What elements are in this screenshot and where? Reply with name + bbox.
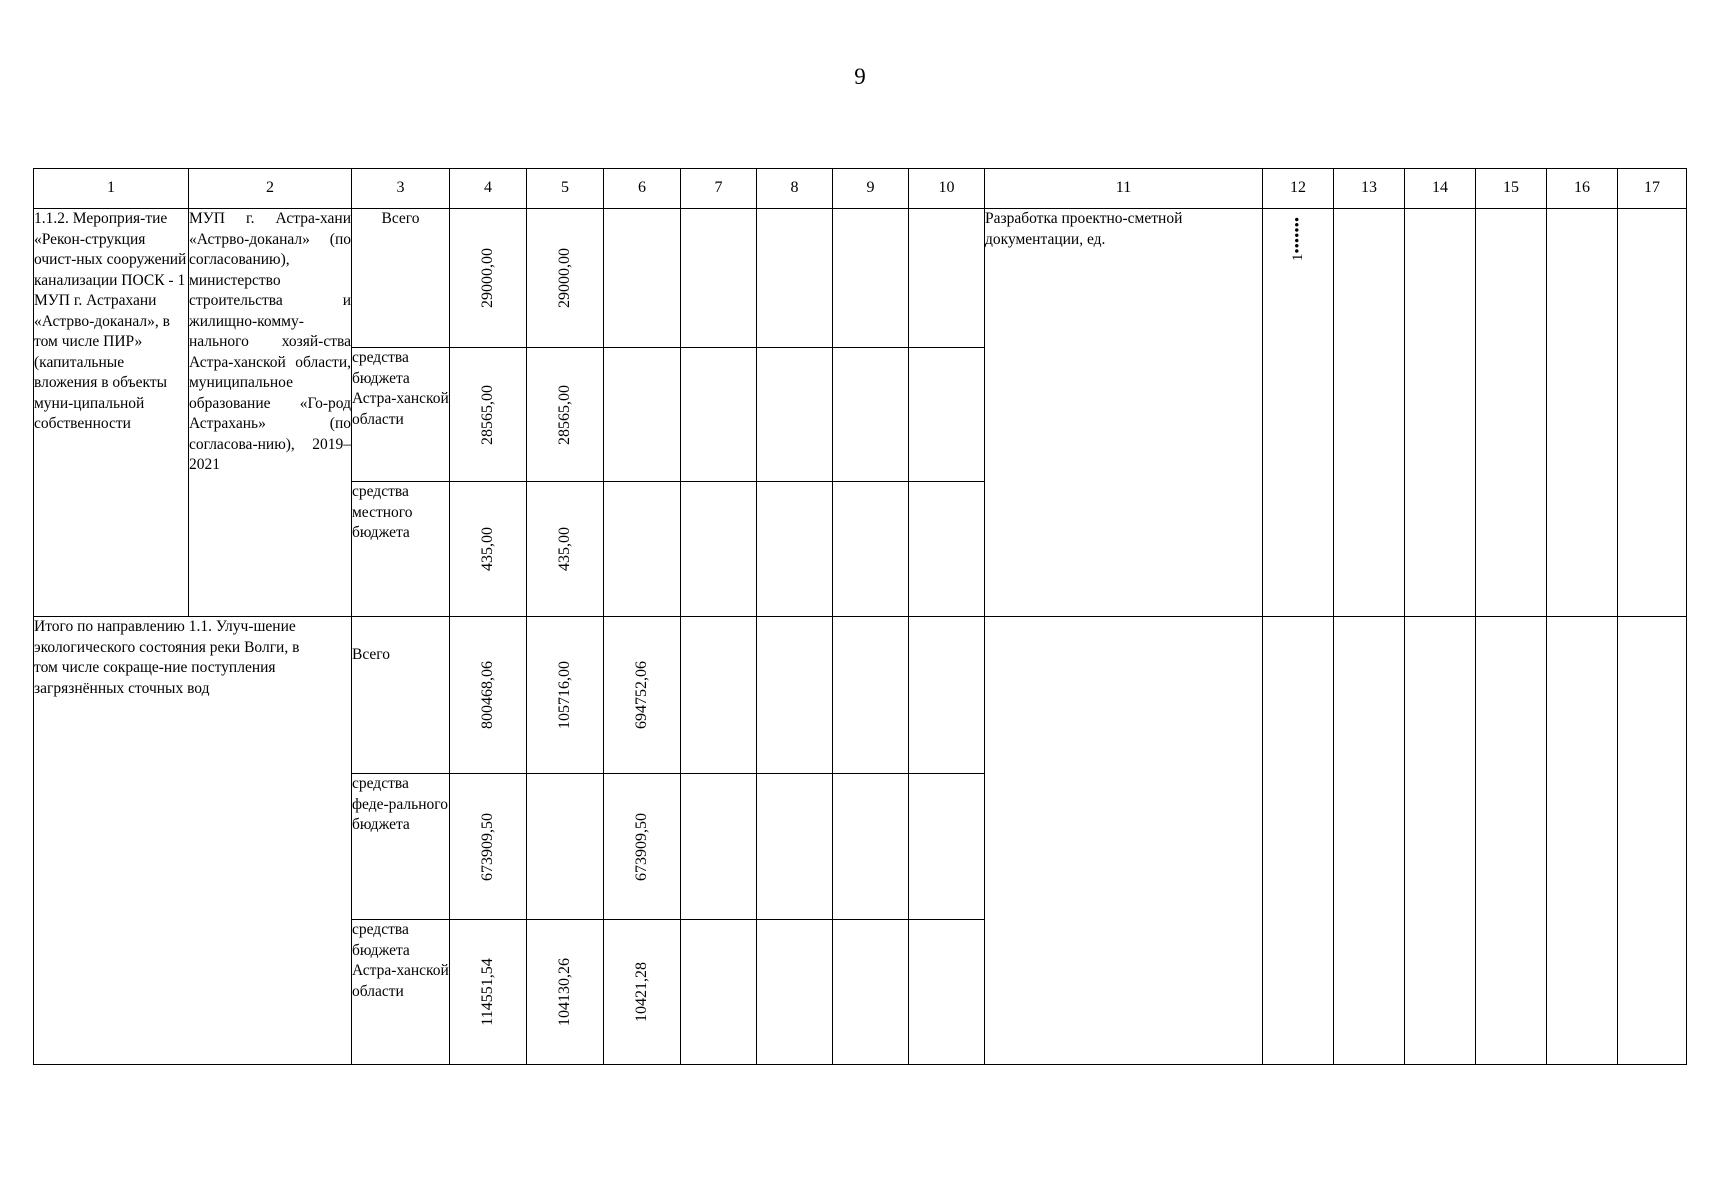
empty-cell: [681, 348, 757, 482]
empty-cell: [1334, 617, 1405, 1065]
source-label: Всего: [352, 209, 450, 348]
value-text: 29000,00: [479, 248, 496, 308]
table-row: [34, 209, 1687, 348]
value-text: 114551,54: [479, 958, 496, 1026]
value-text: 28565,00: [556, 384, 573, 445]
value-cell: [604, 617, 681, 774]
header-cell: 8: [757, 169, 833, 209]
source-label: средства бюджета Астра-ханской области: [352, 348, 450, 482]
empty-cell: [757, 774, 833, 920]
empty-cell: [909, 617, 985, 774]
empty-cell: [681, 920, 757, 1065]
value-cell: [450, 209, 527, 348]
empty-cell: [681, 209, 757, 348]
value-cell: [604, 482, 681, 617]
total-title-cell: [34, 617, 352, 1065]
header-cell: 10: [909, 169, 985, 209]
empty-cell: [1405, 209, 1476, 617]
empty-cell: [909, 209, 985, 348]
empty-cell: [833, 482, 909, 617]
value-text: 673909,50: [479, 812, 496, 881]
header-cell: 2: [189, 169, 352, 209]
value-text: 673909,50: [633, 812, 650, 881]
source-label: средства местного бюджета: [352, 482, 450, 617]
empty-cell: [909, 482, 985, 617]
empty-cell: [909, 348, 985, 482]
value-cell: [604, 920, 681, 1065]
value-cell: [527, 774, 604, 920]
value-text: 105716,00: [556, 661, 573, 729]
value-cell: [450, 774, 527, 920]
empty-cell: [757, 209, 833, 348]
page-number: 9: [854, 64, 866, 89]
empty-cell: [1618, 209, 1687, 617]
value-text: 104130,26: [556, 958, 573, 1026]
source-label: средства бюджета Астра-ханской области: [352, 920, 450, 1065]
value-cell: [450, 617, 527, 774]
empty-cell: [1547, 617, 1618, 1065]
header-cell: 9: [833, 169, 909, 209]
empty-cell: [1476, 617, 1547, 1065]
indicator-value: 1•••••••: [1290, 216, 1306, 262]
value-text: 28565,00: [479, 384, 496, 445]
empty-cell: [985, 617, 1263, 1065]
header-cell: 11: [985, 169, 1263, 209]
header-cell: 15: [1476, 169, 1547, 209]
header-cell: 1: [34, 169, 189, 209]
empty-cell: [833, 617, 909, 774]
total-title: Итого по направлению 1.1. Улуч-шение экологического состояния реки Волги, в том числе сокраще-ние поступления загрязнённых сточных вод: [34, 618, 300, 697]
value-cell: [527, 209, 604, 348]
header-cell: 16: [1547, 169, 1618, 209]
empty-cell: [681, 617, 757, 774]
empty-cell: [757, 617, 833, 774]
empty-cell: [1334, 209, 1405, 617]
empty-cell: [833, 774, 909, 920]
value-cell: [527, 482, 604, 617]
value-text: 435,00: [556, 527, 573, 571]
value-cell: [450, 920, 527, 1065]
header-cell: 12: [1263, 169, 1334, 209]
source-label: Всего: [352, 617, 450, 774]
header-cell: 4: [450, 169, 527, 209]
header-cell: 17: [1618, 169, 1687, 209]
value-text: 694752,06: [633, 661, 650, 729]
header-cell: 14: [1405, 169, 1476, 209]
value-cell: [604, 209, 681, 348]
empty-cell: [833, 348, 909, 482]
empty-cell: [1618, 617, 1687, 1065]
executor-cell: МУП г. Астра-хани «Астрво-доканал» (по согласованию), министерство строительства и жилищно-комму-нального хозяй-ства Астра-ханской области, муниципальное образование «Го-род Астрахань» (по согласова-нию), 2019– 2021: [189, 209, 352, 617]
value-cell: [527, 617, 604, 774]
value-text: 29000,00: [556, 248, 573, 308]
value-cell: [604, 348, 681, 482]
empty-cell: [909, 920, 985, 1065]
empty-cell: [909, 774, 985, 920]
value-cell: [450, 482, 527, 617]
empty-cell: [1476, 209, 1547, 617]
value-cell: [527, 348, 604, 482]
empty-cell: [1547, 209, 1618, 617]
value-cell: [450, 348, 527, 482]
empty-cell: [757, 482, 833, 617]
header-cell: 3: [352, 169, 450, 209]
empty-cell: [833, 920, 909, 1065]
empty-cell: [757, 920, 833, 1065]
empty-cell: [681, 774, 757, 920]
value-text: 800468,06: [479, 661, 496, 729]
value-cell: [527, 920, 604, 1065]
header-cell: 6: [604, 169, 681, 209]
empty-cell: [1263, 617, 1334, 1065]
empty-cell: [1405, 617, 1476, 1065]
source-label: средства феде-рального бюджета: [352, 774, 450, 920]
header-row: [34, 169, 1687, 209]
empty-cell: [681, 482, 757, 617]
table-row: [34, 617, 1687, 774]
value-text: 10421,28: [633, 962, 650, 1022]
empty-cell: [833, 209, 909, 348]
header-cell: 5: [527, 169, 604, 209]
event-name-cell: 1.1.2. Мероприя-тие «Рекон-струкция очист-ных сооружений канализации ПОСК - 1 МУП г. Астрахани «Астрво-доканал», в том числе ПИР» (капитальные вложения в объекты муни-ципальной собственности: [34, 209, 189, 617]
empty-cell: [757, 348, 833, 482]
header-cell: 13: [1334, 169, 1405, 209]
value-text: 435,00: [479, 527, 496, 571]
value-cell: [604, 774, 681, 920]
indicator-value-cell: [1263, 209, 1334, 617]
header-cell: 7: [681, 169, 757, 209]
indicator-cell: Разработка проектно-сметной документации, ед.: [985, 209, 1263, 617]
program-table: [33, 168, 1687, 1065]
